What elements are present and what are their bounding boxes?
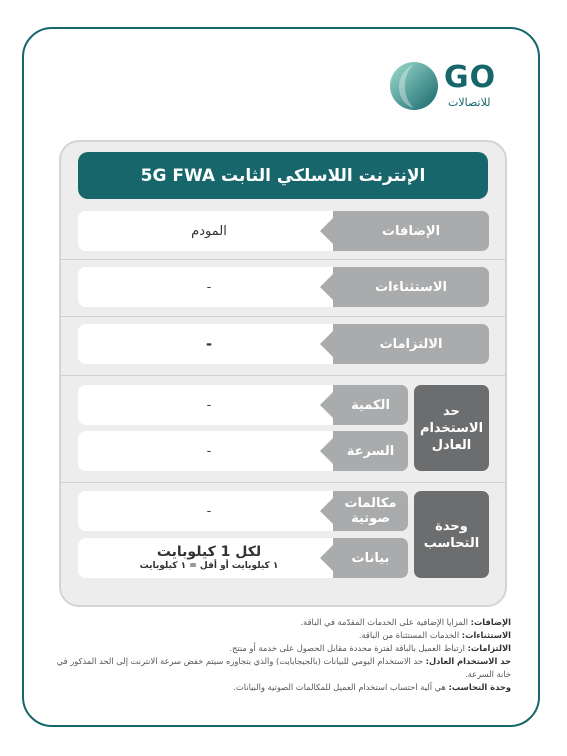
billing-data-label: بيانات xyxy=(333,538,408,578)
fair-use-quantity-value: - xyxy=(78,385,340,425)
billing-group-label: وحدة التحاسب xyxy=(414,491,489,578)
fair-use-quantity-label: الكمية xyxy=(333,385,408,425)
billing-voice-value: - xyxy=(78,491,340,531)
note-text: هي آلية احتساب استخدام العميل للمكالمات الصوتية والبيانات. xyxy=(233,682,446,692)
additions-value: المودم xyxy=(78,211,340,251)
note-additions xyxy=(55,616,511,629)
note-term: وحدة التحاسب: xyxy=(448,682,511,692)
note-exceptions xyxy=(55,629,511,642)
note-billing-unit xyxy=(55,681,511,694)
note-term: الالتزامات: xyxy=(467,643,511,653)
note-text: المزايا الإضافية على الخدمات المقدّمة في الباقة. xyxy=(300,617,468,627)
divider xyxy=(61,375,505,376)
brand-logo xyxy=(388,58,513,114)
package-title: الإنترنت اللاسلكي الثابت 5G FWA xyxy=(78,152,488,199)
divider xyxy=(61,482,505,483)
billing-data-value-main: لكل 1 كيلوبايت xyxy=(156,544,262,560)
note-commitments xyxy=(55,642,511,655)
note-fair-use xyxy=(55,655,511,681)
note-term: حد الاستخدام العادل: xyxy=(425,656,511,666)
billing-data-value xyxy=(78,538,340,578)
note-text: الخدمات المستثناة من الباقة. xyxy=(358,630,460,640)
go-logo-icon xyxy=(388,60,440,112)
brand-subtitle: للاتصالات xyxy=(448,96,491,109)
fair-use-group-label: حد الاستخدام العادل xyxy=(414,385,489,471)
exceptions-value: - xyxy=(78,267,340,307)
additions-label: الإضافات xyxy=(333,211,489,251)
fair-use-speed-value: - xyxy=(78,431,340,471)
exceptions-label: الاستثناءات xyxy=(333,267,489,307)
definitions-notes xyxy=(55,616,511,694)
note-term: الإضافات: xyxy=(470,617,511,627)
commitments-label: الالتزامات xyxy=(333,324,489,364)
commitments-value: - xyxy=(78,324,340,364)
divider xyxy=(61,316,505,317)
billing-voice-label: مكالمات صوتية xyxy=(333,491,408,531)
brand-name: GO xyxy=(444,60,497,95)
fair-use-speed-label: السرعة xyxy=(333,431,408,471)
note-term: الاستثناءات: xyxy=(461,630,511,640)
divider xyxy=(61,259,505,260)
note-text: ارتباط العميل بالباقة لفترة محددة مقابل الحصول على خدمة أو منتج. xyxy=(229,643,465,653)
billing-data-value-sub: ١ كيلوبايت أو أقل = ١ كيلوبايت xyxy=(139,561,279,571)
note-text: حد الاستخدام اليومي للبيانات (بالجيجابايت) والذي بتجاوزه سيتم خفض سرعة الانترنت إلى الحد المذكور في خانة السرعة. xyxy=(56,656,511,679)
